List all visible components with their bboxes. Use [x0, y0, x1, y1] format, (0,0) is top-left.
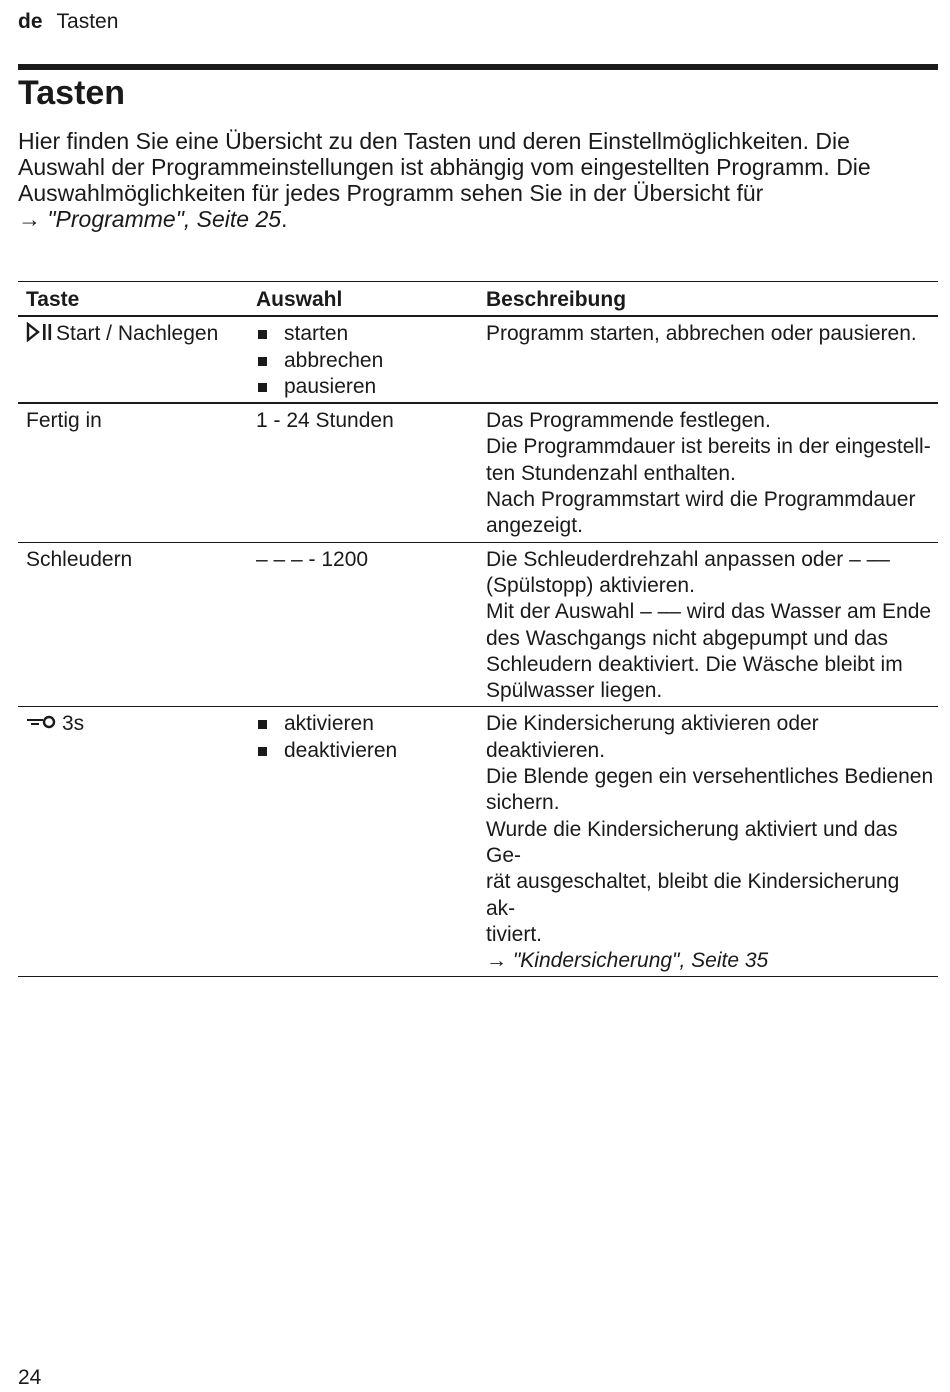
page-number: 24: [18, 1366, 42, 1389]
table-row: [18, 543, 938, 708]
description-line: Wurde die Kindersicherung aktiviert und das Ge-: [486, 817, 898, 867]
description-line: Das Programmende festlegen.: [486, 409, 771, 433]
list-item: starten: [256, 321, 474, 347]
table-row: [18, 404, 938, 542]
option-cell: [248, 543, 478, 707]
description-ref: [486, 948, 934, 974]
key-label: Start / Nachlegen: [56, 322, 219, 346]
intro-ref-arrow: →: [18, 206, 41, 232]
list-item: aktivieren: [256, 711, 474, 737]
intro-text: Hier finden Sie eine Übersicht zu den Tasten und deren Einstellmöglichkeiten. Die Auswahl der Programmeinstellungen ist abhängig vom eingestellten Programm. Die Auswahlmöglichkeiten für jedes Programm sehen Sie in der Übersicht für: [18, 128, 871, 206]
header-rule: [18, 64, 938, 70]
list-item: abbrechen: [256, 348, 474, 374]
option-value: – – – - 1200: [256, 547, 369, 571]
description-line: Die Programmdauer ist bereits in der eingestell-: [486, 435, 931, 459]
description-line: Mit der Auswahl – –– wird das Wasser am Ende: [486, 600, 932, 624]
option-cell: [248, 707, 478, 976]
option-cell: [248, 404, 478, 541]
key-label: Fertig in: [26, 409, 102, 433]
description-line: sichern.: [486, 791, 560, 815]
key-cell: [18, 404, 248, 541]
key-cell: [18, 543, 248, 707]
key-cell: [18, 707, 248, 976]
intro-ref-end: .: [281, 206, 288, 232]
description-line: Spülwasser liegen.: [486, 679, 663, 703]
description-cell: [478, 317, 938, 402]
intro-paragraph: [18, 128, 938, 232]
option-value: 1 - 24 Stunden: [256, 409, 394, 433]
key-label: 3s: [62, 712, 85, 736]
description-line: angezeigt.: [486, 514, 583, 538]
kindersicherung-ref-link[interactable]: "Kindersicherung", Seite 35: [512, 949, 769, 973]
table-row: [18, 707, 938, 977]
description-line: Die Kindersicherung aktivieren oder deaktivieren.: [486, 712, 819, 762]
key-lock-icon: [26, 714, 56, 730]
running-header-section: Tasten: [56, 10, 119, 33]
language-code: de: [18, 10, 43, 33]
description-cell: [478, 707, 938, 976]
description-line: Schleudern deaktiviert. Die Wäsche bleibt im: [486, 652, 903, 676]
intro-ref-link[interactable]: "Programme", Seite 25: [47, 206, 282, 232]
description-line: Nach Programmstart wird die Programmdauer: [486, 488, 916, 512]
running-header: [18, 10, 118, 34]
page-title: Tasten: [18, 74, 126, 112]
list-item: pausieren: [256, 374, 474, 400]
description-line: Programm starten, abbrechen oder pausieren.: [486, 322, 917, 346]
option-cell: [248, 317, 478, 402]
column-header-auswahl: Auswahl: [256, 288, 343, 311]
column-header-beschreibung: Beschreibung: [486, 288, 627, 311]
description-line: Die Blende gegen ein versehentliches Bedienen: [486, 765, 934, 789]
list-item: deaktivieren: [256, 738, 474, 764]
keys-table: [18, 281, 938, 977]
description-line: Die Schleuderdrehzahl anpassen oder – ––: [486, 547, 890, 571]
column-header-taste: Taste: [26, 288, 80, 311]
ref-arrow: →: [486, 949, 507, 973]
table-row: [18, 317, 938, 404]
description-line: tiviert.: [486, 922, 543, 946]
description-line: ten Stundenzahl enthalten.: [486, 461, 736, 485]
description-line: des Waschgangs nicht abgepumpt und das: [486, 626, 888, 650]
play-pause-icon: [26, 322, 56, 342]
description-line: rät ausgeschaltet, bleibt die Kindersicherung ak-: [486, 870, 900, 920]
key-cell: [18, 317, 248, 402]
description-cell: [478, 404, 938, 541]
description-cell: [478, 543, 938, 707]
table-header-row: [18, 282, 938, 317]
description-line: (Spülstopp) aktivieren.: [486, 573, 695, 597]
key-label: Schleudern: [26, 547, 133, 571]
